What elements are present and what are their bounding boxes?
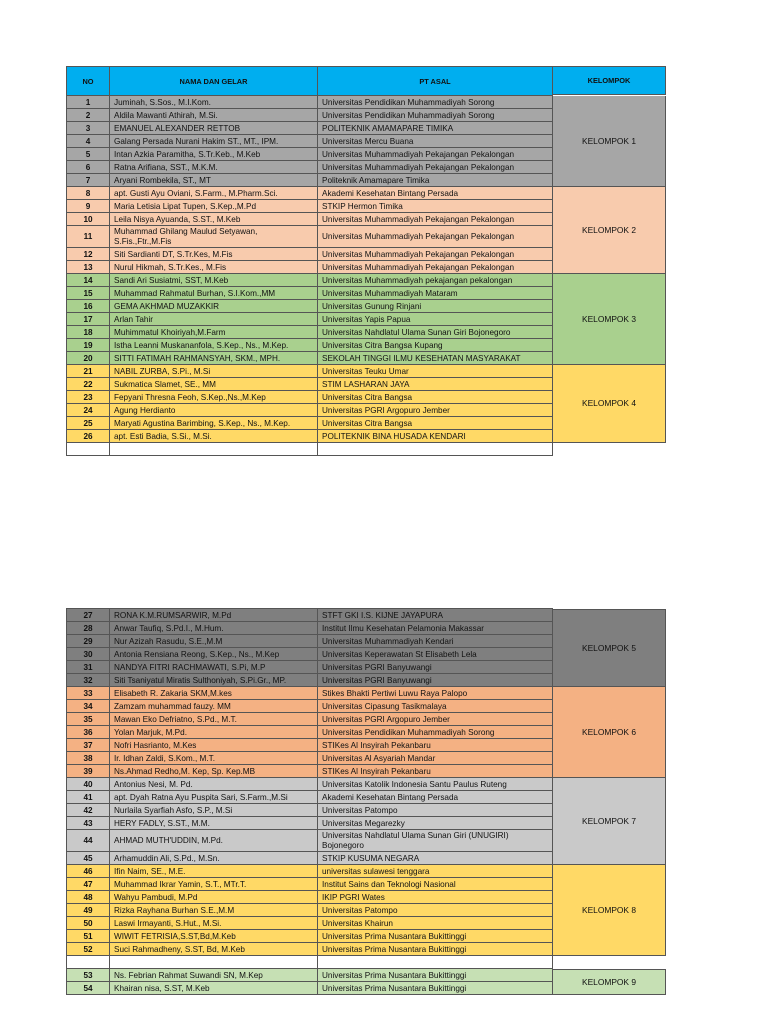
table-row	[67, 248, 553, 261]
group-label: KELOMPOK 6	[553, 687, 666, 778]
participant-name: apt. Gusti Ayu Oviani, S.Farm., M.Pharm.Sci.	[110, 187, 318, 200]
table-row	[67, 609, 553, 622]
participant-name: Muhimmatul Khoiriyah,M.Farm	[110, 326, 318, 339]
row-number: 51	[67, 930, 110, 943]
participant-name: Nurul Hikmah, S.Tr.Kes., M.Fis	[110, 261, 318, 274]
institution-name: Politeknik Amamapare Timika	[318, 174, 553, 187]
group-label: KELOMPOK 2	[553, 187, 666, 274]
participant-name: Antonia Rensiana Reong, S.Kep., Ns., M.Kep	[110, 648, 318, 661]
row-number: 38	[67, 752, 110, 765]
row-number: 40	[67, 778, 110, 791]
participant-name: Fepyani Thresna Feoh, S.Kep.,Ns.,M.Kep	[110, 391, 318, 404]
row-number: 52	[67, 943, 110, 956]
row-number: 35	[67, 713, 110, 726]
institution-name: POLITEKNIK AMAMAPARE TIMIKA	[318, 122, 553, 135]
table-row	[67, 417, 553, 430]
table-row	[67, 122, 553, 135]
institution-name: universitas sulawesi tenggara	[318, 865, 553, 878]
table-row	[67, 378, 553, 391]
table-row	[67, 148, 553, 161]
table-row	[67, 287, 553, 300]
institution-name: Universitas Pendidikan Muhammadiyah Sorong	[318, 96, 553, 109]
participant-name: Khairan nisa, S.ST, M.Keb	[110, 982, 318, 995]
row-number: 26	[67, 430, 110, 443]
table-row	[67, 213, 553, 226]
participant-name: Maryati Agustina Barimbing, S.Kep., Ns., M.Kep.	[110, 417, 318, 430]
row-number: 16	[67, 300, 110, 313]
row-number: 17	[67, 313, 110, 326]
participant-name: Galang Persada Nurani Hakim ST., MT., IPM.	[110, 135, 318, 148]
row-number: 2	[67, 109, 110, 122]
participant-table-2	[66, 608, 553, 995]
table-row	[67, 313, 553, 326]
col-header-nama: NAMA DAN GELAR	[110, 67, 318, 96]
participant-name: SITTI FATIMAH RAHMANSYAH, SKM., MPH.	[110, 352, 318, 365]
table-row	[67, 865, 553, 878]
row-number: 36	[67, 726, 110, 739]
participant-name: apt. Esti Badia, S.Si., M.Si.	[110, 430, 318, 443]
participant-name: RONA K.M.RUMSARWIR, M.Pd	[110, 609, 318, 622]
table-row	[67, 96, 553, 109]
col-header-pt: PT ASAL	[318, 67, 553, 96]
institution-name: Universitas Yapis Papua	[318, 313, 553, 326]
row-number: 29	[67, 635, 110, 648]
col-header-kelompok: KELOMPOK	[553, 66, 666, 95]
row-number: 47	[67, 878, 110, 891]
table-row	[67, 174, 553, 187]
institution-name: Universitas Patompo	[318, 904, 553, 917]
row-number: 5	[67, 148, 110, 161]
institution-name: Universitas Keperawatan St Elisabeth Lela	[318, 648, 553, 661]
table-row	[67, 917, 553, 930]
institution-name: Universitas Muhammadiyah pekajangan pekalongan	[318, 274, 553, 287]
participant-name: Ns. Febrian Rahmat Suwandi SN, M.Kep	[110, 969, 318, 982]
institution-name: Universitas Prima Nusantara Bukittinggi	[318, 943, 553, 956]
participant-name: WIWIT FETRISIA,S.ST,Bd,M.Keb	[110, 930, 318, 943]
row-number: 11	[67, 226, 110, 248]
table-row	[67, 930, 553, 943]
participant-name: Ratna Arifiana, SST., M.K.M.	[110, 161, 318, 174]
table-row	[67, 135, 553, 148]
row-number: 42	[67, 804, 110, 817]
institution-name: Akademi Kesehatan Bintang Persada	[318, 791, 553, 804]
participant-name: Aryani Rombekila, ST., MT	[110, 174, 318, 187]
institution-name: STFT GKI I.S. KIJNE JAYAPURA	[318, 609, 553, 622]
participant-name: Maria Letisia Lipat Tupen, S.Kep.,M.Pd	[110, 200, 318, 213]
row-number: 8	[67, 187, 110, 200]
participant-name: Intan Azkia Paramitha, S.Tr.Keb., M.Keb	[110, 148, 318, 161]
table-row	[67, 161, 553, 174]
row-number: 49	[67, 904, 110, 917]
table-row	[67, 635, 553, 648]
participant-name: Yolan Marjuk, M.Pd.	[110, 726, 318, 739]
row-number: 18	[67, 326, 110, 339]
empty-cell	[67, 956, 110, 969]
participant-name: Nurlaila Syarfiah Asfo, S.P., M.Si	[110, 804, 318, 817]
row-number: 13	[67, 261, 110, 274]
participant-name: Antonius Nesi, M. Pd.	[110, 778, 318, 791]
row-number: 54	[67, 982, 110, 995]
empty-cell	[318, 956, 553, 969]
table-row	[67, 674, 553, 687]
institution-name: Universitas Nahdlatul Ulama Sunan Giri Bojonegoro	[318, 326, 553, 339]
participant-name: Arhamuddin Ali, S.Pd., M.Sn.	[110, 852, 318, 865]
participant-name: Muhammad Ghilang Maulud Setyawan, S.Fis.,Ftr.,M.Fis	[110, 226, 318, 248]
table-row	[67, 187, 553, 200]
table-row	[67, 226, 553, 248]
participant-name: Wahyu Pambudi, M.Pd	[110, 891, 318, 904]
row-number: 14	[67, 274, 110, 287]
participant-name: Siti Sardianti DT, S.Tr.Kes, M.Fis	[110, 248, 318, 261]
institution-name: Universitas Prima Nusantara Bukittinggi	[318, 969, 553, 982]
institution-name: Universitas Megarezky	[318, 817, 553, 830]
participant-name: Rizka Rayhana Burhan S.E.,M.M	[110, 904, 318, 917]
institution-name: STKIP KUSUMA NEGARA	[318, 852, 553, 865]
participant-name: Zamzam muhammad fauzy. MM	[110, 700, 318, 713]
institution-name: Universitas Mercu Buana	[318, 135, 553, 148]
institution-name: Universitas PGRI Argopuro Jember	[318, 404, 553, 417]
institution-name: Universitas Nahdlatul Ulama Sunan Giri (UNUGIRI) Bojonegoro	[318, 830, 553, 852]
institution-name: Universitas Teuku Umar	[318, 365, 553, 378]
institution-name: Universitas Patompo	[318, 804, 553, 817]
empty-row	[67, 443, 553, 456]
group-label: KELOMPOK 4	[553, 365, 666, 443]
table-row	[67, 339, 553, 352]
institution-name: Universitas Gunung Rinjani	[318, 300, 553, 313]
institution-name: Universitas Citra Bangsa Kupang	[318, 339, 553, 352]
institution-name: Institut Ilmu Kesehatan Pelamonia Makassar	[318, 622, 553, 635]
row-number: 23	[67, 391, 110, 404]
row-number: 19	[67, 339, 110, 352]
group-label: KELOMPOK 9	[553, 969, 666, 995]
table-row	[67, 687, 553, 700]
table-row	[67, 804, 553, 817]
institution-name: Universitas Citra Bangsa	[318, 417, 553, 430]
empty-cell	[318, 443, 553, 456]
participant-name: Aldila Mawanti Athirah, M.Si.	[110, 109, 318, 122]
table-row	[67, 752, 553, 765]
row-number: 1	[67, 96, 110, 109]
row-number: 21	[67, 365, 110, 378]
row-number: 44	[67, 830, 110, 852]
participant-name: Nur Azizah Rasudu, S.E.,M.M	[110, 635, 318, 648]
row-number: 25	[67, 417, 110, 430]
table-row	[67, 713, 553, 726]
institution-name: STIKes Al Insyirah Pekanbaru	[318, 739, 553, 752]
participant-name: Istha Leanni Muskananfola, S.Kep., Ns., M.Kep.	[110, 339, 318, 352]
table-row	[67, 430, 553, 443]
group-label: KELOMPOK 1	[553, 96, 666, 187]
institution-name: Universitas Katolik Indonesia Santu Paulus Ruteng	[318, 778, 553, 791]
participant-name: EMANUEL ALEXANDER RETTOB	[110, 122, 318, 135]
institution-name: Universitas Muhammadiyah Kendari	[318, 635, 553, 648]
row-number: 15	[67, 287, 110, 300]
group-label: KELOMPOK 8	[553, 865, 666, 956]
institution-name: Universitas Al Asyariah Mandar	[318, 752, 553, 765]
table-row	[67, 274, 553, 287]
row-number: 39	[67, 765, 110, 778]
group-label: KELOMPOK 3	[553, 274, 666, 365]
institution-name: SEKOLAH TINGGI ILMU KESEHATAN MASYARAKAT	[318, 352, 553, 365]
institution-name: STIM LASHARAN JAYA	[318, 378, 553, 391]
table-row	[67, 943, 553, 956]
table-row	[67, 648, 553, 661]
institution-name: Universitas Cipasung Tasikmalaya	[318, 700, 553, 713]
participant-name: Laswi Irmayanti, S.Hut., M.Si.	[110, 917, 318, 930]
group-label: KELOMPOK 7	[553, 778, 666, 865]
table-row	[67, 791, 553, 804]
table-row	[67, 878, 553, 891]
table-row	[67, 700, 553, 713]
row-number: 46	[67, 865, 110, 878]
row-number: 31	[67, 661, 110, 674]
row-number: 45	[67, 852, 110, 865]
row-number: 32	[67, 674, 110, 687]
row-number: 27	[67, 609, 110, 622]
row-number: 3	[67, 122, 110, 135]
institution-name: POLITEKNIK BINA HUSADA KENDARI	[318, 430, 553, 443]
row-number: 28	[67, 622, 110, 635]
institution-name: Universitas PGRI Argopuro Jember	[318, 713, 553, 726]
table-row	[67, 404, 553, 417]
participant-name: Elisabeth R. Zakaria SKM,M.kes	[110, 687, 318, 700]
participant-name: Nofri Hasrianto, M.Kes	[110, 739, 318, 752]
participant-name: apt. Dyah Ratna Ayu Puspita Sari, S.Farm.,M.Si	[110, 791, 318, 804]
table-row	[67, 622, 553, 635]
row-number: 41	[67, 791, 110, 804]
row-number: 12	[67, 248, 110, 261]
row-number: 20	[67, 352, 110, 365]
row-number: 33	[67, 687, 110, 700]
row-number: 6	[67, 161, 110, 174]
institution-name: Universitas Muhammadiyah Mataram	[318, 287, 553, 300]
participant-name: Agung Herdianto	[110, 404, 318, 417]
empty-cell	[110, 443, 318, 456]
institution-name: Universitas Khairun	[318, 917, 553, 930]
row-number: 34	[67, 700, 110, 713]
institution-name: Universitas Muhammadiyah Pekajangan Pekalongan	[318, 226, 553, 248]
institution-name: Universitas Muhammadiyah Pekajangan Pekalongan	[318, 148, 553, 161]
participant-name: Mawan Eko Defriatno, S.Pd., M.T.	[110, 713, 318, 726]
participant-name: AHMAD MUTH'UDDIN, M.Pd.	[110, 830, 318, 852]
row-number: 53	[67, 969, 110, 982]
table-row	[67, 326, 553, 339]
participant-table-1	[66, 66, 553, 456]
table-row	[67, 661, 553, 674]
institution-name: Institut Sains dan Teknologi Nasional	[318, 878, 553, 891]
table-row	[67, 200, 553, 213]
row-number: 7	[67, 174, 110, 187]
institution-name: STKIP Hermon Timika	[318, 200, 553, 213]
row-number: 9	[67, 200, 110, 213]
institution-name: Universitas Citra Bangsa	[318, 391, 553, 404]
row-number: 24	[67, 404, 110, 417]
institution-name: Universitas Muhammadiyah Pekajangan Pekalongan	[318, 261, 553, 274]
table-row	[67, 778, 553, 791]
participant-name: Muhammad Rahmatul Burhan, S.I.Kom.,MM	[110, 287, 318, 300]
participant-name: Leila Nisya Ayuanda, S.ST., M.Keb	[110, 213, 318, 226]
table-row	[67, 830, 553, 852]
table-row	[67, 852, 553, 865]
institution-name: Universitas PGRI Banyuwangi	[318, 661, 553, 674]
table-row	[67, 300, 553, 313]
col-header-no: NO	[67, 67, 110, 96]
row-number: 48	[67, 891, 110, 904]
participant-name: Anwar Taufiq, S.Pd.I., M.Hum.	[110, 622, 318, 635]
table-row	[67, 391, 553, 404]
table-row	[67, 352, 553, 365]
participant-name: Muhammad Ikrar Yamin, S.T., MTr.T.	[110, 878, 318, 891]
participant-name: Siti Tsaniyatul Miratis Sulthoniyah, S.Pi.Gr., MP.	[110, 674, 318, 687]
table-row	[67, 765, 553, 778]
empty-cell	[67, 443, 110, 456]
institution-name: Universitas Pendidikan Muhammadiyah Sorong	[318, 109, 553, 122]
table-row	[67, 904, 553, 917]
participant-name: NABIL ZURBA, S.Pi., M.Si	[110, 365, 318, 378]
table-row	[67, 261, 553, 274]
table-row	[67, 739, 553, 752]
group-label: KELOMPOK 5	[553, 609, 666, 687]
table-row	[67, 365, 553, 378]
participant-name: Juminah, S.Sos., M.I.Kom.	[110, 96, 318, 109]
row-number: 4	[67, 135, 110, 148]
participant-name: NANDYA FITRI RACHMAWATI, S.Pi, M.P	[110, 661, 318, 674]
participant-name: Sandi Ari Susiatmi, SST, M.Keb	[110, 274, 318, 287]
institution-name: Universitas Muhammadiyah Pekajangan Pekalongan	[318, 248, 553, 261]
table-row	[67, 969, 553, 982]
institution-name: Akademi Kesehatan Bintang Persada	[318, 187, 553, 200]
row-number: 43	[67, 817, 110, 830]
institution-name: Universitas Pendidikan Muhammadiyah Sorong	[318, 726, 553, 739]
table-row	[67, 109, 553, 122]
row-number: 30	[67, 648, 110, 661]
table-row	[67, 817, 553, 830]
institution-name: Universitas Muhammadiyah Pekajangan Pekalongan	[318, 213, 553, 226]
row-number: 37	[67, 739, 110, 752]
participant-name: Arlan Tahir	[110, 313, 318, 326]
participant-name: GEMA AKHMAD MUZAKKIR	[110, 300, 318, 313]
institution-name: Universitas Prima Nusantara Bukittinggi	[318, 982, 553, 995]
row-number: 22	[67, 378, 110, 391]
participant-name: Sukmatica Slamet, SE., MM	[110, 378, 318, 391]
institution-name: Universitas PGRI Banyuwangi	[318, 674, 553, 687]
participant-name: HERY FADLY, S.ST., M.M.	[110, 817, 318, 830]
table-row	[67, 982, 553, 995]
empty-row	[67, 956, 553, 969]
institution-name: STIKes Al Insyirah Pekanbaru	[318, 765, 553, 778]
table-row	[67, 891, 553, 904]
row-number: 10	[67, 213, 110, 226]
institution-name: Universitas Muhammadiyah Pekajangan Pekalongan	[318, 161, 553, 174]
table-row	[67, 726, 553, 739]
institution-name: Universitas Prima Nusantara Bukittinggi	[318, 930, 553, 943]
institution-name: Stikes Bhakti Pertiwi Luwu Raya Palopo	[318, 687, 553, 700]
participant-name: Ir. Idhan Zaldi, S.Kom., M.T.	[110, 752, 318, 765]
participant-name: Suci Rahmadheny, S.ST, Bd, M.Keb	[110, 943, 318, 956]
participant-name: Ns.Ahmad Redho,M. Kep, Sp. Kep.MB	[110, 765, 318, 778]
row-number: 50	[67, 917, 110, 930]
institution-name: IKIP PGRI Wates	[318, 891, 553, 904]
participant-name: Ifin Naim, SE., M.E.	[110, 865, 318, 878]
empty-cell	[110, 956, 318, 969]
